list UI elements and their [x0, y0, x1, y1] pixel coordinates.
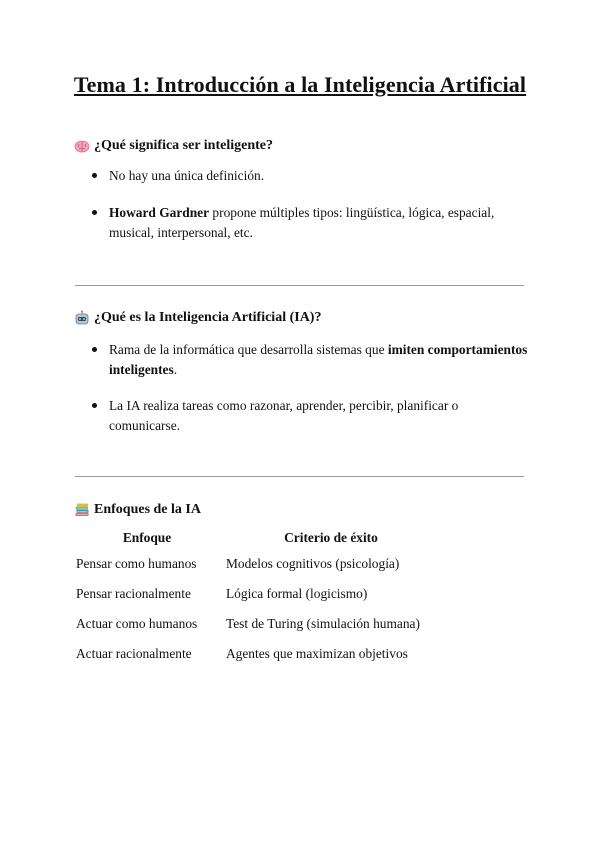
bullet-text: .	[173, 362, 178, 377]
section-heading-enfoques	[74, 502, 201, 518]
table-cell: Test de Turing (simulación humana)	[226, 616, 420, 631]
horizontal-rule	[75, 476, 524, 477]
table-row	[72, 549, 440, 579]
table-cell: Pensar como humanos	[76, 556, 197, 571]
column-header-enfoque: Enfoque	[122, 530, 172, 545]
table-cell: Modelos cognitivos (psicología)	[226, 556, 400, 571]
robot-icon	[74, 310, 90, 326]
bullet-text: propone múltiples tipos: lingüística, lógica, espacial, musical, interpersonal, etc.	[109, 205, 495, 240]
list-item	[90, 340, 530, 380]
horizontal-rule	[75, 285, 524, 286]
bullet-text: La IA realiza tareas como razonar, aprender, percibir, planificar o comunicarse.	[109, 398, 459, 433]
list-item	[90, 203, 530, 243]
section-heading-text: ¿Qué es la Inteligencia Artificial (IA)?	[94, 310, 322, 325]
section-heading-inteligencia	[74, 138, 273, 154]
table-row	[72, 639, 440, 669]
column-header-criterio: Criterio de éxito	[284, 530, 378, 545]
enfoques-table	[72, 527, 440, 669]
bullet-text: Rama de la informática que desarrolla sistemas que	[109, 342, 388, 357]
bullet-list-inteligencia	[90, 166, 530, 243]
bullet-bold-text: Howard Gardner	[109, 205, 210, 220]
bullet-text: No hay una única definición.	[109, 168, 265, 183]
table-row	[72, 609, 440, 639]
table-header-row	[72, 527, 440, 549]
books-icon	[74, 502, 90, 518]
table-cell: Actuar como humanos	[76, 616, 198, 631]
bullet-list-ia	[90, 340, 530, 436]
section-heading-text: Enfoques de la IA	[94, 502, 201, 517]
list-item	[90, 166, 530, 186]
page-title: Tema 1: Introducción a la Inteligencia Artificial	[73, 72, 527, 97]
table-cell: Lógica formal (logicismo)	[226, 586, 368, 601]
table-row	[72, 579, 440, 609]
table-cell: Actuar racionalmente	[76, 646, 192, 661]
section-heading-text: ¿Qué significa ser inteligente?	[94, 138, 273, 153]
table-cell: Agentes que maximizan objetivos	[226, 646, 408, 661]
section-heading-ia	[74, 310, 321, 326]
list-item	[90, 396, 530, 436]
table-cell: Pensar racionalmente	[76, 586, 191, 601]
brain-icon	[74, 138, 90, 154]
bullet-bold-text: imiten comportamientos inteligentes	[109, 342, 528, 377]
